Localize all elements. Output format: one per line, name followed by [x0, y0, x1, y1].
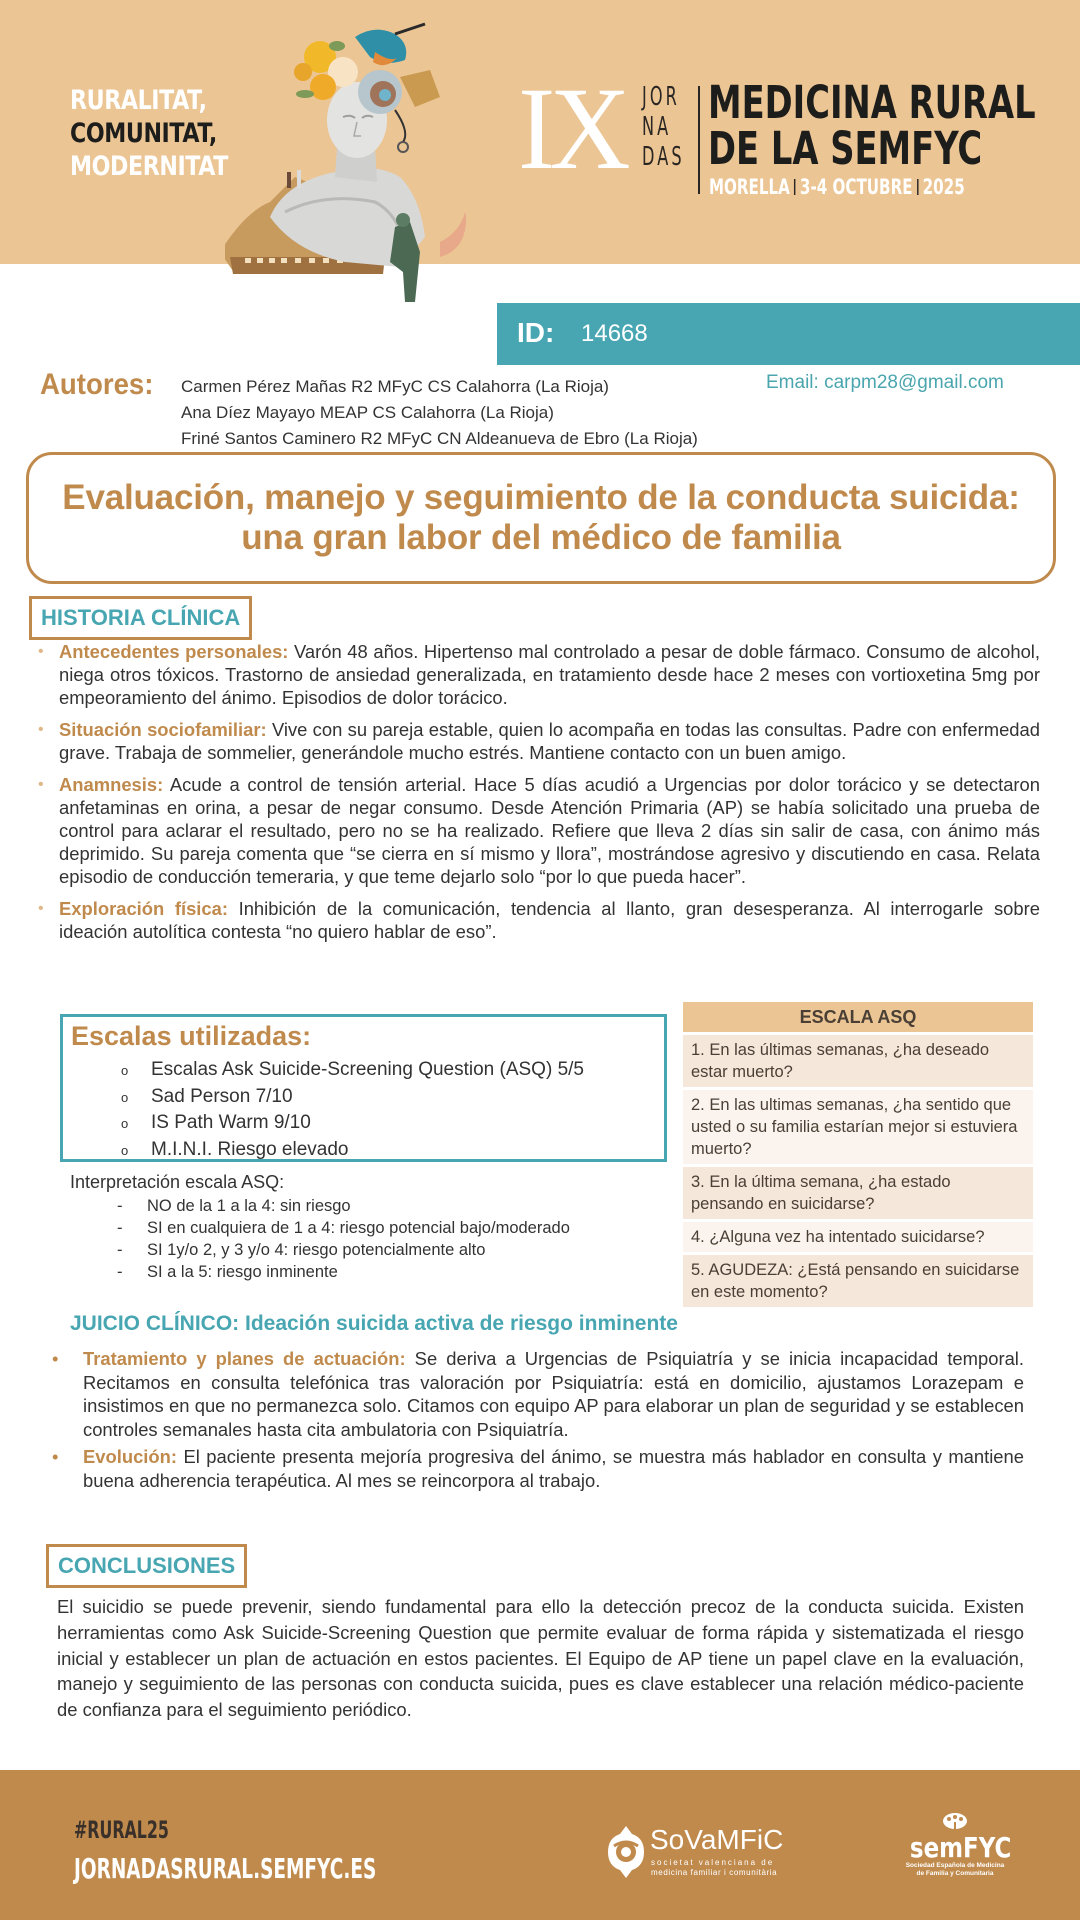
- interpretation-text: SI a la 5: riesgo inminente: [147, 1263, 338, 1281]
- sovamfic-subtitle: societat valenciana de: [651, 1858, 775, 1867]
- escala-item: [121, 1137, 584, 1164]
- bullet-icon: •: [38, 721, 44, 738]
- asq-table-header: ESCALA ASQ: [683, 1002, 1033, 1032]
- jornadas-line: DAS: [642, 142, 685, 172]
- semfyc-name: semFYC: [909, 1831, 1012, 1864]
- bullet-icon: •: [52, 1348, 59, 1369]
- bullet-icon: •: [38, 643, 44, 660]
- event-dates: 3-4 OCTUBRE: [799, 175, 913, 199]
- dash-bullet-icon: -: [117, 1241, 123, 1259]
- asq-table-row: 1. En las últimas semanas, ¿ha deseado estar muerto?: [683, 1035, 1033, 1087]
- interpretation-item: [117, 1195, 570, 1217]
- circle-bullet-icon: o: [121, 1142, 129, 1158]
- jornadas-line: JOR: [642, 82, 680, 112]
- historia-item-text: Inhibición de la comunicación, tendencia al llanto, gran desesperanza. Al interrogarle sobre ideación autolítica contesta “no quiero hablar de eso”.: [59, 898, 1040, 942]
- contact-email[interactable]: Email: carpm28@gmail.com: [766, 372, 1004, 393]
- event-details: [709, 176, 965, 198]
- escala-item-text: IS Path Warm 9/10: [151, 1112, 311, 1133]
- historia-item-key: Situación sociofamiliar:: [59, 719, 267, 740]
- dash-bullet-icon: -: [117, 1219, 123, 1237]
- conclusions-text: El suicidio se puede prevenir, siendo fundamental para ello la detección precoz de la conducta suicida. Existen herramientas como Ask Suicide-Screening Question que permite evaluar de forma rápida y sistematizada el riesgo inicial y establecer un plan de actuación en estos pacientes. El Equipo de AP tiene un papel clave en la evaluación, manejo y seguimiento de las personas con conducta suicida, pues es clave establecer una relación médico-paciente de confianza para el seguimiento periódico.: [57, 1596, 1024, 1721]
- interpretation-text: SI 1y/o 2, y 3 y/o 4: riesgo potencialmente alto: [147, 1241, 486, 1259]
- sovamfic-subtitle: medicina familiar i comunitària: [651, 1868, 778, 1877]
- historia-item: [36, 773, 1040, 888]
- historia-item-text: Vive con su pareja estable, quien lo acompaña en todas las consultas. Padre con enfermedad grave. Trabaja de sommelier, generándole mucho estrés. Mantiene contacto con un buen amigo.: [59, 719, 1040, 763]
- interpretation-item: [117, 1261, 570, 1283]
- treatment-list: [52, 1347, 1024, 1496]
- poster-id-value: 14668: [581, 320, 648, 347]
- sovamfic-logo: [606, 1824, 784, 1880]
- authors-label: Autores:: [40, 368, 154, 401]
- semfyc-subtitle: Sociedad Española de Medicina: [905, 1862, 1005, 1869]
- circle-bullet-icon: o: [121, 1116, 129, 1131]
- historia-list: [36, 640, 1040, 952]
- dash-bullet-icon: -: [117, 1263, 123, 1281]
- poster-title: Evaluación, manejo y seguimiento de la conducta suicida: una gran labor del médico de familia: [62, 478, 1020, 557]
- circle-bullet-icon: o: [121, 1063, 129, 1078]
- event-place: MORELLA: [709, 175, 790, 199]
- historia-item-key: Exploración física:: [59, 898, 228, 919]
- edition-numeral: IX: [518, 63, 625, 194]
- website-link[interactable]: JORNADASRURAL.SEMFYC.ES: [74, 1852, 377, 1885]
- author-item: Carmen Pérez Mañas R2 MFyC CS Calahorra (La Rioja): [181, 377, 609, 396]
- interpretation-item: [117, 1217, 570, 1239]
- asq-table: [683, 1002, 1033, 1310]
- tagline-line: COMUNITAT,: [70, 118, 217, 149]
- header-banner: [0, 0, 1080, 264]
- asq-interpretation-heading: Interpretación escala ASQ:: [70, 1172, 285, 1192]
- interpretation-item: [117, 1239, 570, 1261]
- jornadas-line: NA: [642, 112, 672, 142]
- divider: [794, 179, 795, 195]
- event-title-line: DE LA SEMFYC: [708, 122, 983, 175]
- event-title: [708, 76, 1036, 175]
- jornadas-label: [642, 82, 685, 172]
- escalas-box: [60, 1014, 667, 1162]
- semfyc-tree-icon: [942, 1812, 968, 1832]
- escala-item: [121, 1084, 584, 1111]
- escala-item-text: Sad Person 7/10: [151, 1085, 293, 1107]
- event-title-line: MEDICINA RURAL: [708, 76, 1036, 129]
- dash-bullet-icon: -: [117, 1197, 123, 1215]
- treatment-item-text: El paciente presenta mejoría progresiva del ánimo, se muestra más hablador en consulta y mantiene buena adherencia terapéutica. Al mes se reincorpora al trabajo.: [83, 1446, 1024, 1491]
- escala-item: [121, 1110, 584, 1137]
- bust-collage-illustration: [225, 12, 485, 307]
- escala-item: [121, 1057, 584, 1084]
- section-heading-historia: HISTORIA CLÍNICA: [29, 596, 252, 640]
- bullet-icon: •: [52, 1446, 59, 1467]
- treatment-item: [52, 1445, 1024, 1492]
- asq-interpretation: [70, 1172, 570, 1283]
- treatment-item-key: Evolución:: [83, 1446, 178, 1467]
- asq-table-row: 5. AGUDEZA: ¿Está pensando en suicidarse en este momento?: [683, 1255, 1033, 1307]
- sovamfic-emblem-icon: [606, 1824, 646, 1880]
- divider: [917, 179, 918, 195]
- semfyc-subtitle: de Familia y Comunitaria: [916, 1870, 994, 1877]
- escala-item-text: M.I.N.I. Riesgo elevado: [151, 1138, 349, 1160]
- escalas-list: [121, 1057, 584, 1163]
- tagline-line: RURALITAT,: [70, 85, 207, 116]
- section-heading-conclusiones: CONCLUSIONES: [46, 1544, 247, 1588]
- historia-item-text: Acude a control de tensión arterial. Hace 5 días acudió a Urgencias por dolor torácico y se detectaron anfetaminas en orina, a pesar de negar consumo. Desde Atención Primaria (AP) se había solicitado una prueba de control para aclarar el resultado, pero no se ha realizado. Refiere que lleva 2 días sin salir de casa, con ánimo más deprimido. Su pareja comenta que “se cierra en sí mismo y llora”, mostrándose agresivo y discutiendo en casa. Relata episodio de conducción temeraria, y que teme dejarlo solo “por lo que pueda hacer”.: [59, 774, 1040, 887]
- treatment-item-text: Se deriva a Urgencias de Psiquiatría y se inicia incapacidad temporal. Recitamos en consulta telefónica tras valoración por Psiquiatría: está en domicilio, ajustamos Lorazepam e insistimos en que no permanezca solo. Citamos con equipo AP para elaborar un plan de seguridad y se establecen controles semanales hasta cita ambulatoria con Psiquiatría.: [83, 1348, 1024, 1440]
- bullet-icon: •: [38, 776, 44, 793]
- treatment-item-key: Tratamiento y planes de actuación:: [83, 1348, 406, 1369]
- asq-interpretation-list: [117, 1195, 570, 1283]
- title-box: [26, 452, 1056, 584]
- interpretation-text: SI en cualquiera de 1 a 4: riesgo potencial bajo/moderado: [147, 1219, 570, 1237]
- hashtag: #RURAL25: [74, 1816, 169, 1844]
- author-item: Friné Santos Caminero R2 MFyC CN Aldeanueva de Ebro (La Rioja): [181, 429, 698, 448]
- historia-item-key: Antecedentes personales:: [59, 641, 289, 662]
- historia-item: [36, 897, 1040, 943]
- tagline-line: MODERNITAT: [70, 151, 228, 182]
- asq-table-row: 3. En la última semana, ¿ha estado pensando en suicidarse?: [683, 1167, 1033, 1219]
- asq-table-row: 4. ¿Alguna vez ha intentado suicidarse?: [683, 1222, 1033, 1252]
- historia-item-key: Anamnesis:: [59, 774, 164, 795]
- event-year: 2025: [922, 175, 965, 199]
- escala-item-text: Escalas Ask Suicide-Screening Question (ASQ) 5/5: [151, 1059, 584, 1080]
- divider: [698, 86, 700, 194]
- historia-item: [36, 718, 1040, 764]
- footer: [0, 1770, 1080, 1920]
- author-item: Ana Díez Mayayo MEAP CS Calahorra (La Rioja): [181, 403, 554, 422]
- circle-bullet-icon: o: [121, 1089, 129, 1105]
- historia-item: [36, 640, 1040, 709]
- historia-item-text: Varón 48 años. Hipertenso mal controlado a pesar de doble fármaco. Consumo de alcohol, niega otros tóxicos. Trastorno de ansiedad generalizada, en tratamiento desde hace 2 meses con vortioxetina 5mg por empeoramiento del ánimo. Episodios de dolor torácico.: [59, 641, 1040, 708]
- treatment-item: [52, 1347, 1024, 1441]
- interpretation-text: NO de la 1 a la 4: sin riesgo: [147, 1197, 351, 1215]
- clinical-judgment: JUICIO CLÍNICO: Ideación suicida activa de riesgo inminente: [70, 1312, 678, 1335]
- escalas-heading: Escalas utilizadas:: [71, 1021, 312, 1051]
- authors-list: [181, 374, 698, 452]
- poster-id-bar: [497, 303, 1080, 365]
- sovamfic-name: SoVaMFiC: [650, 1824, 784, 1855]
- poster-id-label: ID:: [517, 317, 555, 348]
- asq-table-row: 2. En las ultimas semanas, ¿ha sentido que usted o su familia estarían mejor si estuviera muerto?: [683, 1090, 1033, 1164]
- tagline: [70, 84, 228, 183]
- bullet-icon: •: [38, 900, 44, 917]
- semfyc-logo: [900, 1818, 1010, 1878]
